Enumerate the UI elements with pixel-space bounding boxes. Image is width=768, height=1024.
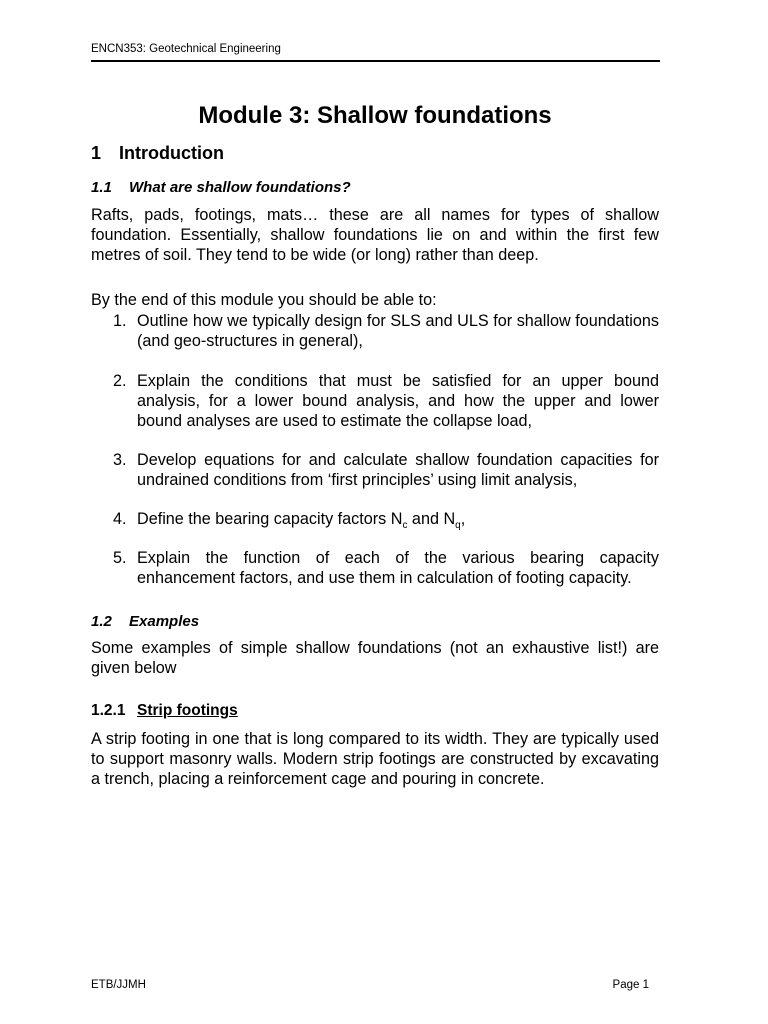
section-number: 1.1	[91, 179, 112, 196]
list-item-text: Outline how we typically design for SLS and ULS for shallow foundations (and geo-structures in general),	[137, 312, 659, 350]
section-number: 1	[91, 143, 102, 163]
section-1-2-heading	[91, 612, 659, 632]
list-number: 4.	[113, 510, 127, 528]
list-number: 2.	[113, 372, 127, 390]
section-1-2-1-heading	[91, 701, 659, 721]
list-item-text: Define the bearing capacity factors N	[137, 510, 403, 528]
section-title: Strip footings	[137, 702, 238, 719]
subscript: q	[455, 520, 461, 532]
objectives-list	[91, 311, 659, 588]
page-number: Page 1	[612, 979, 649, 991]
section-number: 1.2	[91, 613, 112, 630]
section-1-heading	[91, 141, 659, 165]
subscript: c	[402, 520, 408, 532]
list-item-text: Explain the function of each of the various bearing capacity enhancement factors, and use them in calculation of footing capacity.	[137, 549, 659, 587]
list-number: 5.	[113, 549, 127, 567]
list-item	[91, 548, 659, 588]
list-item	[91, 311, 659, 351]
list-item-text: Develop equations for and calculate shallow foundation capacities for undrained conditions from ‘first principles’ using limit analysis,	[137, 451, 659, 489]
course-header: ENCN353: Geotechnical Engineering	[91, 43, 281, 55]
list-item	[91, 450, 659, 490]
section-number: 1.2.1	[91, 702, 126, 719]
list-number: 1.	[113, 312, 127, 330]
list-item-text: Explain the conditions that must be satisfied for an upper bound analysis, for a lower bound analysis, and how the upper and lower bound analyses are used to estimate the collapse load,	[137, 372, 659, 430]
list-item	[91, 509, 659, 532]
strip-footings-paragraph: A strip footing in one that is long compared to its width. They are typically used to support masonry walls. Modern strip footings are constructed by excavating a trench, placing a reinforcement cage and pouring in concrete.	[91, 730, 659, 788]
intro-paragraph: Rafts, pads, footings, mats… these are all names for types of shallow foundation. Essentially, shallow foundations lie on and within the first few metres of soil. They tend to be wide (or long) rather than deep.	[91, 206, 659, 264]
examples-paragraph: Some examples of simple shallow foundations (not an exhaustive list!) are given below	[91, 639, 659, 677]
list-number: 3.	[113, 451, 127, 469]
section-title: Introduction	[119, 143, 224, 163]
page-header	[91, 43, 660, 62]
list-item-text: and N	[407, 510, 456, 528]
list-item	[91, 371, 659, 431]
section-title: What are shallow foundations?	[129, 179, 351, 196]
list-item-text: ,	[460, 510, 466, 528]
page-title: Module 3: Shallow foundations	[198, 102, 552, 129]
footer-authors: ETB/JJMH	[91, 979, 146, 991]
section-1-1-heading	[91, 178, 659, 198]
objectives-intro: By the end of this module you should be able to:	[91, 291, 437, 309]
page-content	[91, 100, 659, 789]
section-title: Examples	[129, 613, 200, 630]
